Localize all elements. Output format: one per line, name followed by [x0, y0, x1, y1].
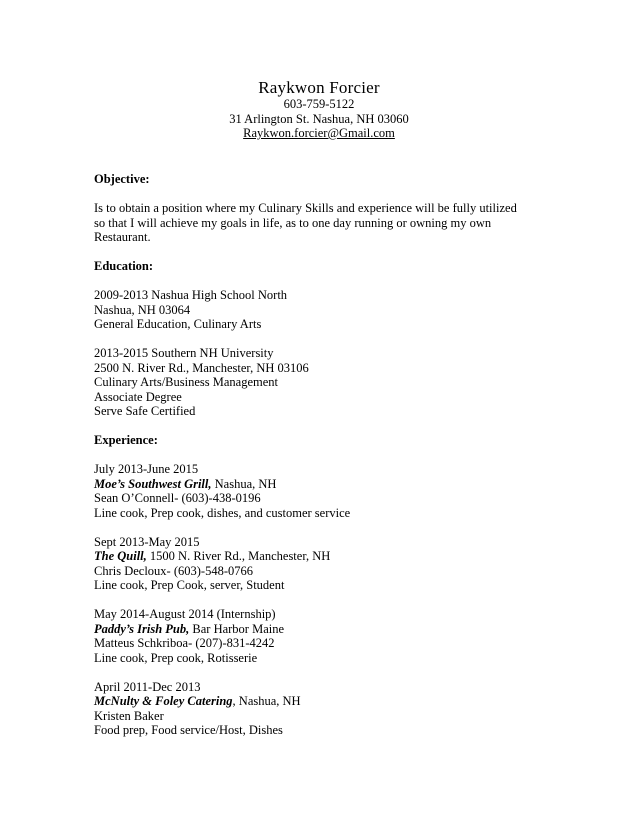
experience-job	[94, 607, 554, 665]
job-employer: McNulty & Foley Catering	[94, 694, 233, 708]
education-line: Associate Degree	[94, 389, 182, 404]
resume-header	[0, 78, 638, 141]
job-dates: May 2014-August 2014 (Internship)	[94, 607, 276, 621]
education-line: Nashua, NH 03064	[94, 302, 191, 317]
objective-line: Is to obtain a position where my Culinary Skills and experience will be fully utilized	[94, 201, 517, 215]
job-contact: Chris Decloux- (603)-548-0766	[94, 563, 253, 578]
job-location: , Nashua, NH	[232, 694, 301, 708]
resume-body	[94, 172, 554, 738]
experience-job	[94, 462, 554, 520]
objective-line: so that I will achieve my goals in life, as to one day running or owning my own	[94, 215, 492, 230]
experience-job	[94, 535, 554, 593]
job-location: Nashua, NH	[211, 476, 277, 491]
job-duties: Line cook, Prep cook, Rotisserie	[94, 650, 258, 665]
job-dates: Sept 2013-May 2015	[94, 534, 200, 549]
candidate-name: Raykwon Forcier	[258, 78, 380, 97]
objective-heading: Objective:	[94, 172, 150, 186]
job-dates: April 2011-Dec 2013	[94, 679, 201, 694]
job-employer: Paddy’s Irish Pub,	[94, 621, 190, 636]
education-line: 2500 N. River Rd., Manchester, NH 03106	[94, 360, 309, 375]
job-employer-line	[94, 477, 554, 492]
job-location: Bar Harbor Maine	[189, 621, 285, 636]
education-line: 2009-2013 Nashua High School North	[94, 288, 288, 302]
job-employer-line	[94, 622, 554, 637]
job-duties: Line cook, Prep cook, dishes, and customer service	[94, 505, 351, 520]
job-location: 1500 N. River Rd., Manchester, NH	[146, 549, 331, 563]
job-employer-line	[94, 694, 554, 709]
job-duties: Line cook, Prep Cook, server, Student	[94, 578, 285, 592]
job-employer: Moe’s Southwest Grill,	[94, 476, 212, 491]
job-duties: Food prep, Food service/Host, Dishes	[94, 723, 283, 737]
email-link[interactable]: Raykwon.forcier@Gmail.com	[243, 126, 395, 140]
job-contact: Sean O’Connell- (603)-438-0196	[94, 491, 261, 505]
phone-number: 603-759-5122	[283, 97, 355, 111]
education-line: 2013-2015 Southern NH University	[94, 346, 274, 360]
objective-line: Restaurant.	[94, 230, 151, 244]
education-line: Serve Safe Certified	[94, 404, 196, 418]
experience-heading: Experience:	[94, 433, 158, 447]
education-line: Culinary Arts/Business Management	[94, 375, 279, 389]
job-employer: The Quill,	[94, 549, 147, 563]
education-entry-university	[94, 346, 554, 419]
education-line: General Education, Culinary Arts	[94, 317, 262, 331]
job-contact: Kristen Baker	[94, 708, 164, 723]
street-address: 31 Arlington St. Nashua, NH 03060	[229, 111, 409, 126]
objective-text	[94, 201, 554, 245]
education-entry-high-school	[94, 288, 554, 332]
experience-job	[94, 680, 554, 738]
job-dates: July 2013-June 2015	[94, 462, 199, 476]
education-heading: Education:	[94, 259, 154, 273]
job-contact: Matteus Schkriboa- (207)-831-4242	[94, 636, 275, 650]
job-employer-line	[94, 549, 554, 564]
